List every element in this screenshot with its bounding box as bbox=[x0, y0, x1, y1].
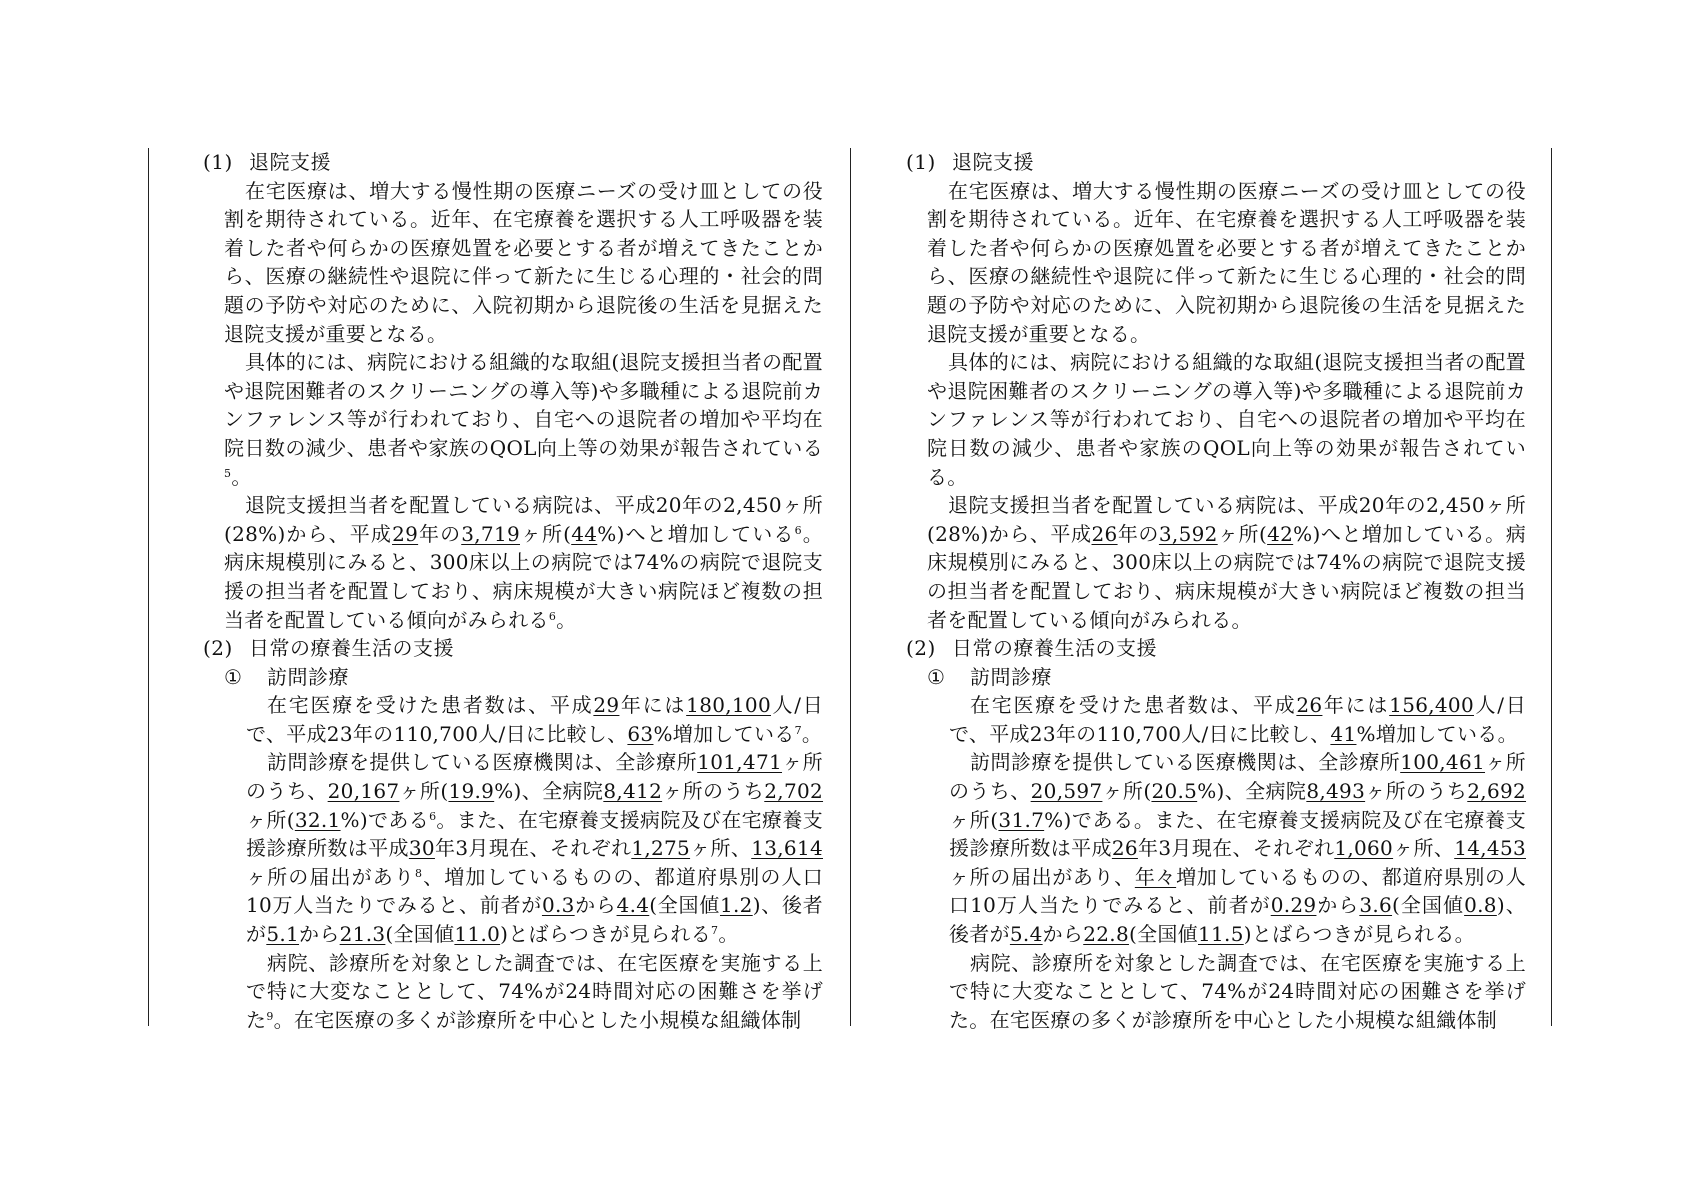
section-heading-discharge-support bbox=[906, 148, 1526, 177]
underlined-value: 30 bbox=[408, 836, 435, 861]
underlined-value: 101,471 bbox=[697, 750, 783, 775]
underlined-value: 42 bbox=[1267, 521, 1294, 546]
underlined-value: 156,400 bbox=[1389, 693, 1474, 718]
underlined-value: 1.2 bbox=[719, 893, 753, 918]
underlined-value: 26 bbox=[1111, 836, 1138, 861]
underlined-value: 100,461 bbox=[1400, 750, 1486, 775]
underlined-value: 29 bbox=[392, 521, 419, 546]
paragraph: 退院支援担当者を配置している病院は、平成20年の2,450ヶ所(28%)から、平成29年の3,719ヶ所(44%)へと増加している$^6$。病床規模別にみると、300床以上の病院では74%の病院で退院支援の担当者を配置しており、病床規模が大きい病院ほど複数の担当者を配置している傾向がみられる$^6$。 bbox=[224, 493, 824, 632]
paragraph: 具体的には、病院における組織的な取組(退院支援担当者の配置や退院困難者のスクリーニングの導入等)や多職種による退院前カンファレンス等が行われており、自宅への退院者の増加や平均在院日数の減少、患者や家族のQOL向上等の効果が報告されている。 bbox=[927, 350, 1526, 489]
section-number: (1) bbox=[203, 150, 233, 174]
paragraph: 在宅医療を受けた患者数は、平成29年には180,100人/日で、平成23年の110,700人/日に比較し、63%増加している$^7$。 bbox=[246, 693, 823, 746]
underlined-value: 20.5 bbox=[1151, 779, 1198, 804]
center-divider-rule bbox=[850, 148, 851, 1026]
underlined-value: 3,592 bbox=[1158, 521, 1218, 546]
underlined-value: 3,719 bbox=[461, 521, 520, 546]
section-title: 日常の療養生活の支援 bbox=[952, 636, 1157, 661]
underlined-value: 2,692 bbox=[1467, 779, 1527, 804]
subsection-title: 訪問診療 bbox=[267, 664, 349, 689]
underlined-value: 11.0 bbox=[454, 922, 501, 947]
paragraph: 訪問診療を提供している医療機関は、全診療所101,471ヶ所のうち、20,167ヶ所(19.9%)、全病院8,412ヶ所のうち2,702ヶ所(32.1%)である$^6$。また、在宅療養支援病院及び在宅療養支援診療所数は平成30年3月現在、それぞれ1,275ヶ所、13,614ヶ所の届出があり$^8$、増加しているものの、都道府県別の人口10万人当たりでみると、前者が0.3から4.4(全国値1.2)、後者が5.1から21.3(全国値11.0)とばらつきが見られる$^7$。 bbox=[246, 750, 824, 947]
underlined-value: 41 bbox=[1330, 721, 1357, 746]
underlined-value: 5.4 bbox=[1009, 922, 1043, 947]
footnote-ref: 7 bbox=[711, 924, 719, 938]
underlined-value: 19.9 bbox=[448, 779, 495, 804]
paragraph: 病院、診療所を対象とした調査では、在宅医療を実施する上で特に大変なこととして、74%が24時間対応の困難さを挙げた$^9$。在宅医療の多くが診療所を中心とした小規模な組織体制 bbox=[246, 950, 823, 1032]
right-outer-rule bbox=[1551, 148, 1552, 1026]
section-heading-daily-care-support bbox=[203, 634, 823, 663]
section-number: (2) bbox=[906, 636, 936, 661]
underlined-value: 26 bbox=[1296, 693, 1323, 718]
underlined-value: 44 bbox=[571, 521, 598, 546]
paragraph: 在宅医療は、増大する慢性期の医療ニーズの受け皿としての役割を期待されている。近年、在宅療養を選択する人工呼吸器を装着した者や何らかの医療処置を必要とする者が増えてきたことから、医療の継続性や退院に伴って新たに生じる心理的・社会的問題の予防や対応のために、入院初期から退院後の生活を見据えた退院支援が重要となる。 bbox=[224, 178, 823, 346]
footnote-ref: 6 bbox=[794, 523, 802, 537]
section-title: 退院支援 bbox=[249, 150, 331, 174]
underlined-value: 8,412 bbox=[603, 779, 663, 804]
underlined-value: 13,614 bbox=[751, 836, 823, 861]
underlined-value: 1,275 bbox=[631, 836, 691, 861]
underlined-value: 5.1 bbox=[266, 922, 300, 947]
left-outer-rule bbox=[148, 148, 149, 1026]
underlined-value: 1,060 bbox=[1334, 836, 1394, 861]
underlined-value: 14,453 bbox=[1454, 836, 1526, 861]
paragraph: 在宅医療を受けた患者数は、平成26年には156,400人/日で、平成23年の110,700人/日に比較し、41%増加している。 bbox=[949, 693, 1526, 746]
paragraph: 訪問診療を提供している医療機関は、全診療所100,461ヶ所のうち、20,597ヶ所(20.5%)、全病院8,493ヶ所のうち2,692ヶ所(31.7%)である。また、在宅療養支援病院及び在宅療養支援診療所数は平成26年3月現在、それぞれ1,060ヶ所、14,453ヶ所の届出があり、年々増加しているものの、都道府県別の人口10万人当たりでみると、前者が0.29から3.6(全国値0.8)、後者が5.4から22.8(全国値11.5)とばらつきが見られる。 bbox=[949, 750, 1527, 947]
section-heading-discharge-support bbox=[203, 148, 823, 177]
footnote-ref: 7 bbox=[794, 723, 802, 737]
underlined-value: 21.3 bbox=[339, 922, 386, 947]
underlined-value: 4.4 bbox=[616, 893, 650, 918]
footnote-ref: 6 bbox=[548, 609, 557, 623]
paragraph: 具体的には、病院における組織的な取組(退院支援担当者の配置や退院困難者のスクリーニングの導入等)や多職種による退院前カンファレンス等が行われており、自宅への退院者の増加や平均在院日数の減少、患者や家族のQOL向上等の効果が報告されている$^5$。 bbox=[224, 350, 823, 489]
underlined-value: 11.5 bbox=[1197, 922, 1244, 947]
underlined-value: 20,597 bbox=[1030, 779, 1103, 804]
section-title: 日常の療養生活の支援 bbox=[249, 636, 454, 661]
underlined-value: 0.3 bbox=[541, 893, 575, 918]
footnote-ref: 6 bbox=[429, 809, 437, 823]
underlined-value: 3.6 bbox=[1359, 893, 1393, 918]
underlined-value: 32.1 bbox=[294, 807, 341, 832]
underlined-value: 22.8 bbox=[1083, 922, 1129, 947]
underlined-value: 180,100 bbox=[686, 693, 771, 718]
subsection-heading-home-visit bbox=[203, 663, 823, 692]
underlined-value: 29 bbox=[593, 693, 620, 718]
underlined-value: 31.7 bbox=[998, 807, 1045, 832]
left-column bbox=[203, 148, 823, 1034]
footnote-ref: 9 bbox=[266, 1009, 274, 1023]
underlined-value: 26 bbox=[1091, 521, 1118, 546]
footnote-ref: 5 bbox=[224, 466, 232, 480]
underlined-value: 0.29 bbox=[1270, 893, 1317, 918]
underlined-value: 20,167 bbox=[327, 779, 400, 804]
section-number: (2) bbox=[203, 636, 233, 661]
underlined-value: 年々 bbox=[1134, 864, 1177, 889]
section-heading-daily-care-support bbox=[906, 634, 1526, 663]
right-column bbox=[906, 148, 1526, 1034]
subsection-title: 訪問診療 bbox=[970, 664, 1052, 689]
subsection-number: ① bbox=[927, 664, 946, 689]
section-title: 退院支援 bbox=[952, 150, 1034, 174]
section-number: (1) bbox=[906, 150, 936, 174]
underlined-value: 8,493 bbox=[1306, 779, 1366, 804]
paragraph: 退院支援担当者を配置している病院は、平成20年の2,450ヶ所(28%)から、平成26年の3,592ヶ所(42%)へと増加している。病床規模別にみると、300床以上の病院では74%の病院で退院支援の担当者を配置しており、病床規模が大きい病院ほど複数の担当者を配置している傾向がみられる。 bbox=[927, 493, 1526, 632]
paragraph: 在宅医療は、増大する慢性期の医療ニーズの受け皿としての役割を期待されている。近年、在宅療養を選択する人工呼吸器を装着した者や何らかの医療処置を必要とする者が増えてきたことから、医療の継続性や退院に伴って新たに生じる心理的・社会的問題の予防や対応のために、入院初期から退院後の生活を見据えた退院支援が重要となる。 bbox=[927, 178, 1526, 346]
paragraph: 病院、診療所を対象とした調査では、在宅医療を実施する上で特に大変なこととして、74%が24時間対応の困難さを挙げた。在宅医療の多くが診療所を中心とした小規模な組織体制 bbox=[949, 950, 1526, 1032]
underlined-value: 63 bbox=[627, 721, 654, 746]
subsection-heading-home-visit bbox=[906, 663, 1526, 692]
footnote-ref: 8 bbox=[415, 866, 423, 880]
underlined-value: 2,702 bbox=[764, 779, 824, 804]
underlined-value: 0.8 bbox=[1464, 893, 1497, 918]
subsection-number: ① bbox=[224, 664, 243, 689]
